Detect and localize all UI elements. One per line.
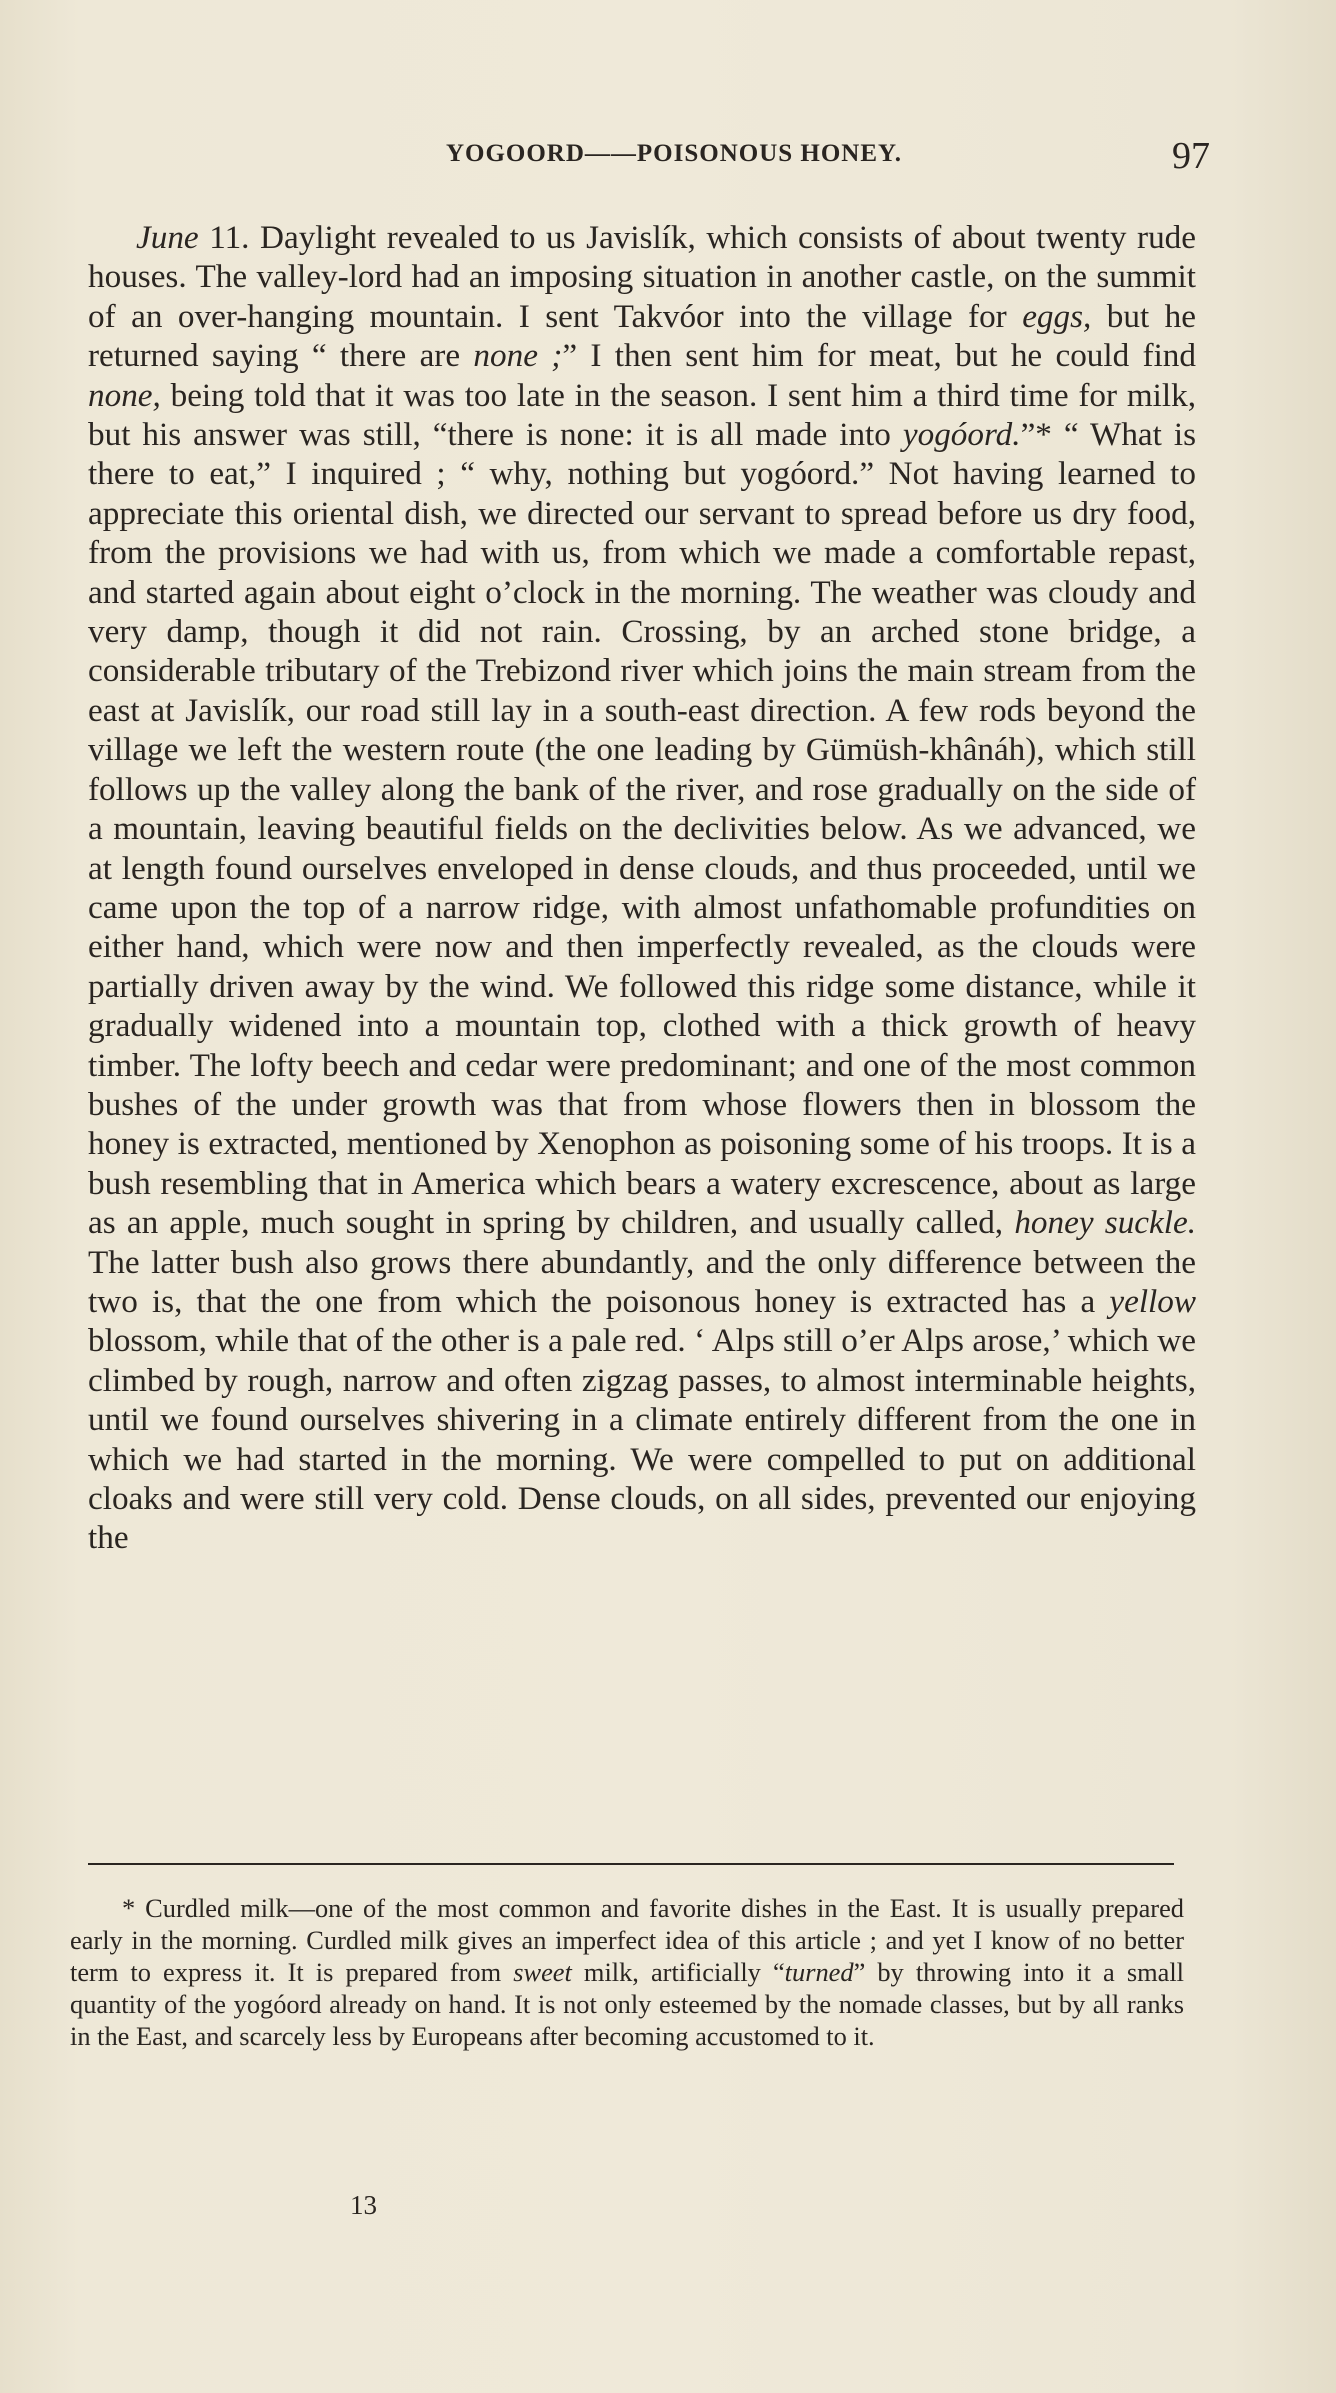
date-label: June	[136, 219, 199, 256]
italic-term: honey suckle.	[1014, 1204, 1196, 1242]
footnote-divider	[88, 1863, 1174, 1865]
page-number: 97	[1172, 135, 1210, 177]
footnote	[70, 1893, 1184, 2053]
text-run: being told that it was too late in the season. I sent him a third time for milk, but his answer was still, “there is none: it is all made into	[88, 376, 1196, 454]
text-run: ” I then sent him for meat, but he could find	[562, 337, 1196, 375]
italic-term: none,	[88, 376, 161, 414]
italic-term: none ;	[473, 337, 563, 375]
italic-term: yellow	[1109, 1282, 1196, 1320]
italic-term: yogóord.	[902, 416, 1021, 454]
footnote-run: ” by throwing into it a small quantity of the yogóord already on hand. It is not only esteemed by the nomade classes, but by all ranks in the East, and scarcely less by Europeans after becoming accustomed to it.	[70, 1956, 1185, 2051]
text-run: blossom, while that of the other is a pale red. ‘ Alps still o’er Alps arose,’ which we climbed by rough, narrow and often zigzag passes, to almost interminable heights, until we found ourselves shivering in a climate entirely different from the one in which we had started in the morning. We were compelled to put on additional cloaks and were still very cold. Dense clouds, on all sides, prevented our enjoying the	[88, 1322, 1196, 1557]
footnote-run: milk, artificially “	[571, 1956, 785, 1987]
italic-term: eggs,	[1022, 297, 1092, 335]
signature-mark: 13	[350, 2190, 377, 2220]
page-header	[88, 135, 1210, 180]
text-run: The latter bush also grows there abundantly, and the only difference between the two is, that the one from which the poisonous honey is extracted has a	[88, 1243, 1196, 1320]
text-run: ”* “ What is there to eat,” I inquired ; “ why, nothing but yogóord.” Not having learned to appreciate this oriental dish, we directed our servant to spread before us dry food, from the provisions we had with us, from which we made a comfortable repast, and started again about eight o’clock in the morning. The weather was cloudy and very damp, though it did not rain. Crossing, by an arched stone bridge, a considerable tributary of the Trebizond river which joins the main stream from the east at Javislík, our road still lay in a south-east direction. A few rods beyond the village we left the western route (the one leading by Gümüsh-khânáh), which still follows up the valley along the bank of the river, and rose gradually on the side of a mountain, leaving beautiful fields on the declivities below. As we advanced, we at length found ourselves enveloped in dense clouds, and thus proceeded, until we came upon the top of a narrow ridge, with almost unfathomable profundities on either hand, which were now and then imperfectly revealed, as the clouds were partially driven away by the wind. We followed this ridge some distance, while it gradually widened into a mountain top, clothed with a thick growth of heavy timber. The lofty beech and cedar were predominant; and one of the most common bushes of the under growth was that from whose flowers then in blossom the honey is extracted, mentioned by Xenophon as poisoning some of his troops. It is a bush resembling that in America which bears a watery excrescence, about as large as an apple, much sought in spring by children, and usually called,	[88, 416, 1196, 1242]
footnote-italic: sweet	[513, 1956, 572, 1987]
footnote-italic: turned	[784, 1956, 854, 1987]
text-run: but he returned saying “ there are	[88, 297, 1197, 375]
footnote-run: * Curdled milk—one of the most common and favorite dishes in the East. It is usually prepared early in the morning. Curdled milk gives an imperfect idea of this article ; and yet I know of no better term to express it. It is prepared from	[70, 1893, 1184, 1987]
text-run: 11. Daylight revealed to us Javislík, which consists of about twenty rude houses. The valley-lord had an imposing situation in another castle, on the summit of an over-hanging mountain. I sent Takvóor into the village for	[88, 219, 1196, 335]
running-title: YOGOORD——POISONOUS HONEY.	[445, 140, 903, 167]
main-paragraph	[88, 218, 1196, 1558]
